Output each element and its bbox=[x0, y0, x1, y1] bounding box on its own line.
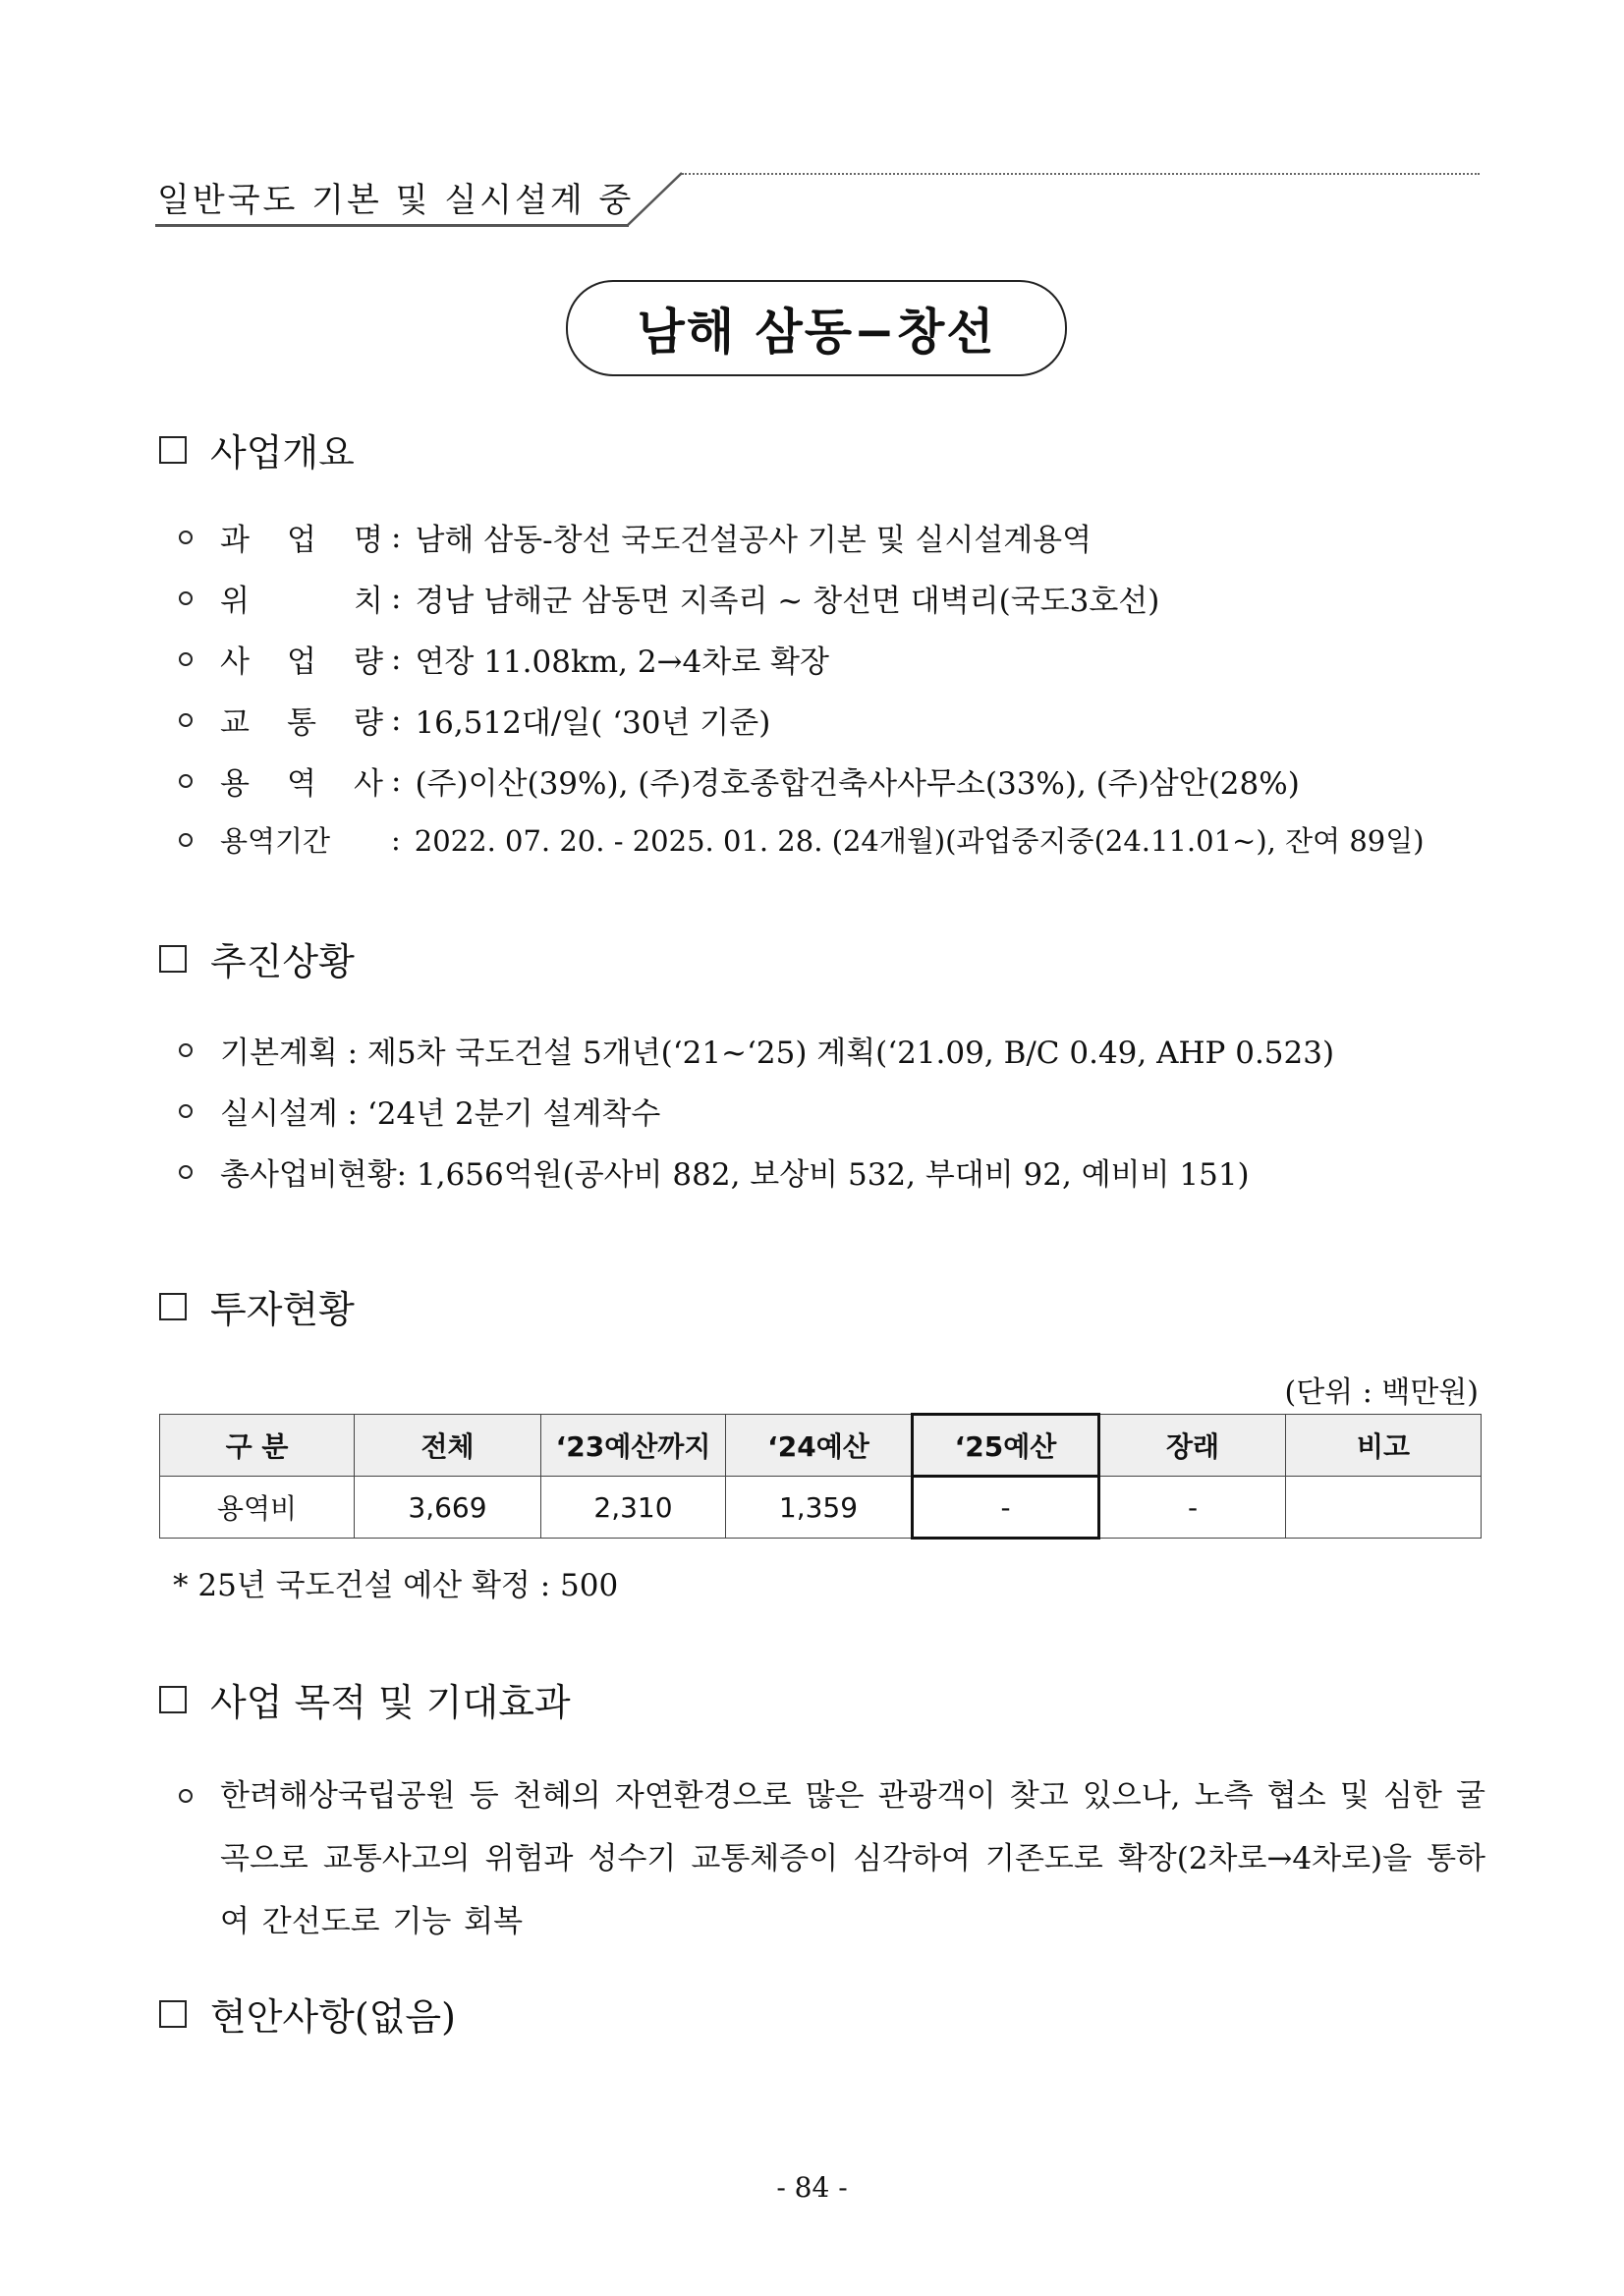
header-slant-line bbox=[625, 171, 684, 228]
item-value: (주)이산(39%), (주)경호종합건축사사무소(33%), (주)삼안(28%) bbox=[415, 766, 1300, 802]
bullet-circle-icon bbox=[179, 1165, 193, 1179]
table-cell: 용역비 bbox=[160, 1477, 355, 1539]
table-row bbox=[160, 1477, 1482, 1539]
header-dotted-rule bbox=[682, 173, 1480, 175]
checkbox-icon bbox=[159, 2000, 187, 2028]
item-text: 총사업비현황: 1,656억원(공사비 882, 보상비 532, 부대비 92, 예비비 151) bbox=[220, 1157, 1250, 1193]
progress-item bbox=[179, 1089, 660, 1133]
item-label: 용역기간 bbox=[220, 824, 331, 858]
table-header-row bbox=[160, 1415, 1482, 1477]
bullet-circle-icon bbox=[179, 713, 193, 727]
header-category: 일반국도 기본 및 실시설계 중 bbox=[157, 181, 635, 220]
overview-item: 교 통 량 : 16,512대/일( ‘30년 기준) bbox=[179, 698, 770, 742]
progress-item bbox=[179, 1149, 1250, 1194]
column-header: 비고 bbox=[1286, 1415, 1482, 1477]
overview-item: 용 역 사 : (주)이산(39%), (주)경호종합건축사사무소(33%), (주)삼안(28%) bbox=[179, 758, 1300, 803]
overview-item: 사 업 량 : 연장 11.08km, 2→4차로 확장 bbox=[179, 637, 829, 681]
budget-footnote: * 25년 국도건설 예산 확정 : 500 bbox=[173, 1568, 619, 1603]
page-title: 남해 삼동−창선 bbox=[566, 280, 1067, 376]
item-value: 경남 남해군 삼동면 지족리 ~ 창선면 대벽리(국도3호선) bbox=[415, 584, 1160, 619]
column-header: ‘25예산 bbox=[913, 1415, 1099, 1477]
table-cell: 3,669 bbox=[355, 1477, 541, 1539]
item-text: 실시설계 : ‘24년 2분기 설계착수 bbox=[220, 1096, 661, 1132]
section-purpose bbox=[159, 1672, 571, 1726]
purpose-text: 한려해상국립공원 등 천혜의 자연환경으로 많은 관광객이 찾고 있으나, 노측 협소 및 심한 굴곡으로 교통사고의 위험과 성수기 교통체증이 심각하여 기존도로 확장(2차로→4차로)을 통하여 간선도로 기능 회복 bbox=[220, 1778, 1485, 1939]
table-cell: - bbox=[1099, 1477, 1286, 1539]
investment-table bbox=[159, 1413, 1482, 1540]
column-header: 전체 bbox=[355, 1415, 541, 1477]
checkbox-icon bbox=[159, 1293, 187, 1320]
overview-item: 위 치 : 경남 남해군 삼동면 지족리 ~ 창선면 대벽리(국도3호선) bbox=[179, 576, 1159, 620]
bullet-circle-icon bbox=[179, 1043, 193, 1057]
column-header: ‘24예산 bbox=[726, 1415, 913, 1477]
bullet-circle-icon bbox=[179, 591, 193, 605]
checkbox-icon bbox=[159, 436, 187, 464]
section-title: 사업 목적 및 기대효과 bbox=[210, 1681, 571, 1724]
section-title: 현안사항(없음) bbox=[210, 1995, 456, 2039]
section-investment bbox=[159, 1279, 355, 1333]
unit-note: (단위 : 백만원) bbox=[1284, 1375, 1479, 1410]
bullet-circle-icon bbox=[179, 652, 193, 666]
table-cell: 2,310 bbox=[541, 1477, 726, 1539]
item-value: 2022. 07. 20. - 2025. 01. 28. (24개월)(과업중지중(24.11.01~), 잔여 89일) bbox=[414, 824, 1425, 858]
section-title: 추진상황 bbox=[210, 940, 355, 983]
item-label: 위 치 bbox=[220, 584, 383, 619]
column-header: ‘23예산까지 bbox=[541, 1415, 726, 1477]
item-value: 남해 삼동-창선 국도건설공사 기본 및 실시설계용역 bbox=[415, 523, 1092, 558]
item-value: 16,512대/일( ‘30년 기준) bbox=[415, 705, 771, 741]
column-header: 장래 bbox=[1099, 1415, 1286, 1477]
section-overview bbox=[159, 422, 355, 476]
bullet-circle-icon bbox=[179, 774, 193, 788]
progress-item bbox=[179, 1028, 1334, 1072]
section-title: 투자현황 bbox=[210, 1288, 355, 1331]
overview-item: 과 업 명 : 남해 삼동-창선 국도건설공사 기본 및 실시설계용역 bbox=[179, 515, 1092, 559]
table-cell: 1,359 bbox=[726, 1477, 913, 1539]
table-cell: - bbox=[913, 1477, 1099, 1539]
item-text: 기본계획 : 제5차 국도건설 5개년(‘21~‘25) 계획(‘21.09, B/C 0.49, AHP 0.523) bbox=[220, 1036, 1335, 1071]
item-label: 과 업 명 bbox=[220, 523, 383, 558]
bullet-circle-icon bbox=[179, 1789, 193, 1803]
item-label: 교 통 량 bbox=[220, 705, 383, 741]
page-number: - 84 - bbox=[776, 2171, 848, 2204]
item-label: 용 역 사 bbox=[220, 766, 383, 802]
section-issues bbox=[159, 1987, 456, 2041]
bullet-circle-icon bbox=[179, 531, 193, 544]
header-underline bbox=[155, 224, 629, 227]
column-header: 구 분 bbox=[160, 1415, 355, 1477]
checkbox-icon bbox=[159, 945, 187, 973]
table-cell bbox=[1286, 1477, 1482, 1539]
section-progress bbox=[159, 931, 355, 985]
item-value: 연장 11.08km, 2→4차로 확장 bbox=[415, 644, 829, 680]
item-label: 사 업 량 bbox=[220, 644, 383, 680]
section-title: 사업개요 bbox=[210, 431, 355, 475]
checkbox-icon bbox=[159, 1686, 187, 1713]
overview-item: 용역기간 : 2022. 07. 20. - 2025. 01. 28. (24개월)(과업중지중(24.11.01~), 잔여 89일) bbox=[179, 819, 1425, 860]
purpose-item bbox=[179, 1764, 1485, 1953]
bullet-circle-icon bbox=[179, 833, 193, 847]
bullet-circle-icon bbox=[179, 1104, 193, 1118]
